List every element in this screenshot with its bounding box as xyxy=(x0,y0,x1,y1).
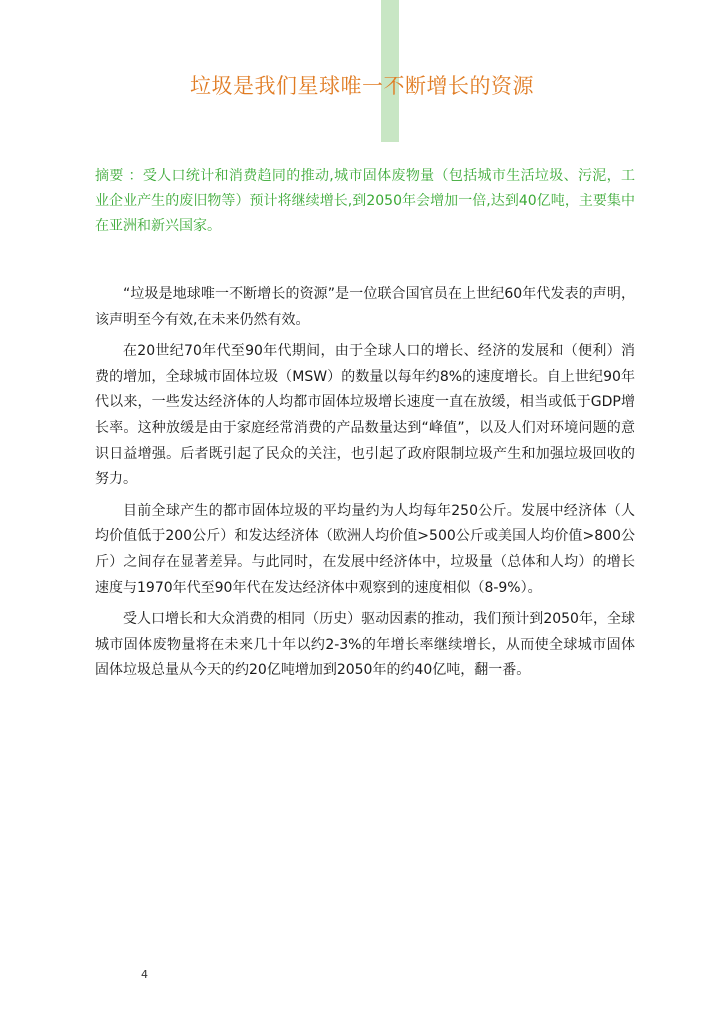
body-paragraph-4: 受人口增长和大众消费的相同（历史）驱动因素的推动，我们预计到2050年，全球城市固体废物量将在未来几十年以约2-3%的年增长率继续增长，从而使全球城市固体固体垃圾总量从今天的约20亿吨增加到2050年的约40亿吨，翻一番。 xyxy=(95,611,635,679)
body-paragraph-1: “垃圾是地球唯一不断增长的资源”是一位联合国官员在上世纪60年代发表的声明，该声明至今有效,在未来仍然有效。 xyxy=(95,286,635,328)
abstract-paragraph: 摘要 ：受人口统计和消费趋同的推动,城市固体废物量（包括城市生活垃圾、污泥，工业企业产生的废旧物等）预计将继续增长,到2050年会增加一倍,达到40亿吨，主要集中在亚洲和新兴国家。 xyxy=(95,168,635,234)
body-paragraph-2: 在20世纪70年代至90年代期间，由于全球人口的增长、经济的发展和（便利）消费的增加，全球城市固体垃圾（MSW）的数量以每年约8%的速度增长。自上世纪90年代以来，一些发达经济体的人均都市固体垃圾增长速度一直在放缓，相当或低于GDP增长率。这种放缓是由于家庭经常消费的产品数量达到“峰值”，以及人们对环境问题的意识日益增强。后者既引起了民众的关注，也引起了政府限制垃圾产生和加强垃圾回收的努力。 xyxy=(95,343,635,488)
page-title: 垃圾是我们星球唯一不断增长的资源 xyxy=(190,74,534,98)
body-text xyxy=(95,282,635,690)
page-number: 4 xyxy=(141,968,148,981)
decorative-accent-bar xyxy=(381,0,399,142)
body-paragraph-3: 目前全球产生的都市固体垃圾的平均量约为人均每年250公斤。发展中经济体（人均价值低于200公斤）和发达经济体（欧洲人均价值>500公斤或美国人均价值>800公斤）之间存在显著差异。与此同时，在发展中经济体中，垃圾量（总体和人均）的增长速度与1970年代至90年代在发达经济体中观察到的速度相似（8-9%）。 xyxy=(95,502,635,596)
